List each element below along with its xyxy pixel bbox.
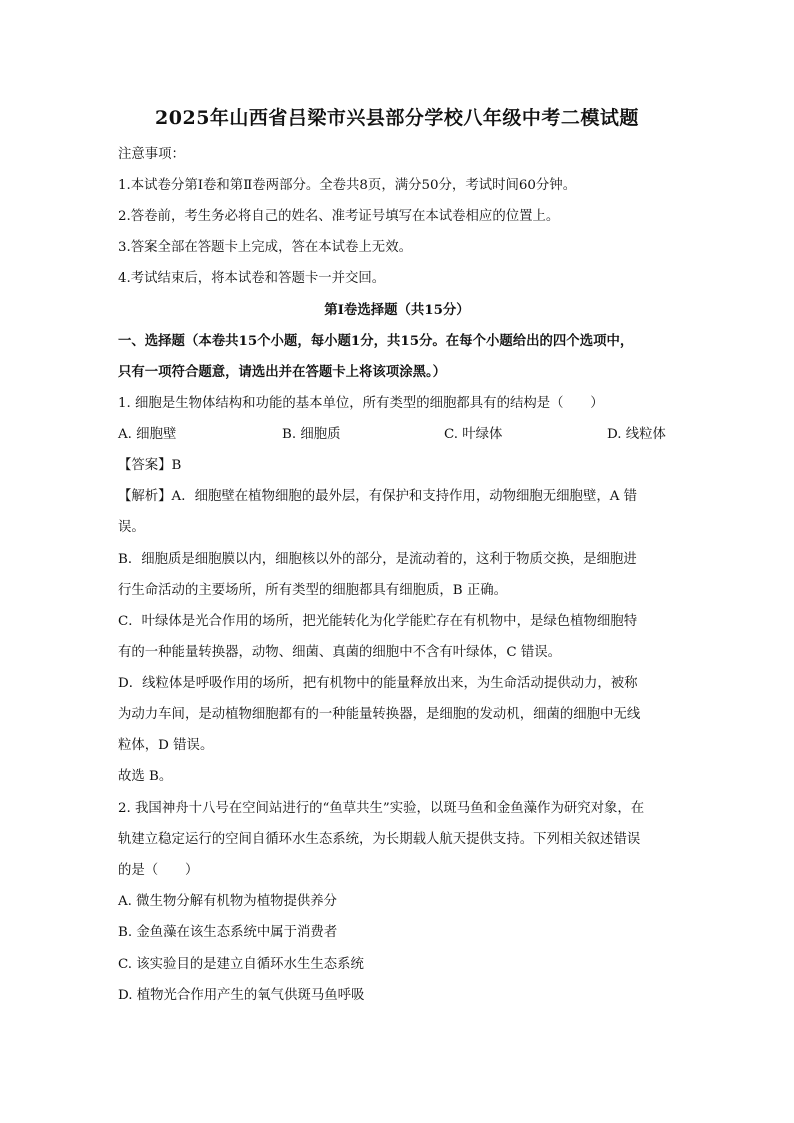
section-title: 第Ⅰ卷选择题（共15分） xyxy=(324,302,470,318)
question-2-option-c: C. 该实验目的是建立自循环水生生态系统 xyxy=(118,957,364,972)
question-2-option-b: B. 金鱼藻在该生态系统中属于消费者 xyxy=(118,925,338,940)
question-2-option-d: D. 植物光合作用产生的氧气供斑马鱼呼吸 xyxy=(118,988,365,1003)
question-1-analysis-line: 【解析】A．细胞壁在植物细胞的最外层，有保护和支持作用，动物细胞无细胞壁，A 错 xyxy=(118,489,638,504)
question-1-analysis-line: B．细胞质是细胞膜以内，细胞核以外的部分，是流动着的，这利于物质交换，是细胞进 xyxy=(118,552,637,567)
question-1-analysis-line: D．线粒体是呼吸作用的场所，把有机物中的能量释放出来，为生命活动提供动力，被称 xyxy=(118,676,638,691)
notice-item: 2.答卷前，考生务必将自己的姓名、准考证号填写在本试卷相应的位置上。 xyxy=(118,209,560,224)
notice-item: 3.答案全部在答题卡上完成，答在本试卷上无效。 xyxy=(118,240,412,255)
question-1-option-b: B. 细胞质 xyxy=(282,427,341,442)
question-1-analysis-line: 行生命活动的主要场所，所有类型的细胞都具有细胞质，B 正确。 xyxy=(118,583,508,598)
question-1-option-d: D. 线粒体 xyxy=(607,427,666,442)
question-2-stem: 轨建立稳定运行的空间自循环水生态系统，为长期载人航天提供支持。下列相关叙述错误 xyxy=(118,832,641,847)
question-1-option-c: C. 叶绿体 xyxy=(444,427,503,442)
question-1-analysis-line: 粒体，D 错误。 xyxy=(118,738,214,753)
question-2-stem: 2. 我国神舟十八号在空间站进行的“鱼草共生”实验，以斑马鱼和金鱼藻作为研究对象，在 xyxy=(118,801,645,816)
question-1-answer: 【答案】B xyxy=(118,458,182,473)
question-2-option-a: A. 微生物分解有机物为植物提供养分 xyxy=(118,894,338,909)
question-1-analysis-line: 误。 xyxy=(118,520,145,535)
question-1-analysis-line: 为动力车间，是动植物细胞都有的一种能量转换器，是细胞的发动机，细菌的细胞中无线 xyxy=(118,707,641,722)
page-title: 2025年山西省吕梁市兴县部分学校八年级中考二模试题 xyxy=(155,107,639,129)
notice-item: 1.本试卷分第Ⅰ卷和第Ⅱ卷两部分。全卷共8页，满分50分，考试时间60分钟。 xyxy=(118,178,577,193)
question-1-stem: 1. 细胞是生物体结构和功能的基本单位，所有类型的细胞都具有的结构是（ ） xyxy=(118,396,604,411)
question-2-stem: 的是（ ） xyxy=(118,863,199,878)
notice-item: 4.考试结束后，将本试卷和答题卡一并交回。 xyxy=(118,271,386,286)
question-1-analysis-line: C．叶绿体是光合作用的场所，把光能转化为化学能贮存在有机物中，是绿色植物细胞特 xyxy=(118,614,638,629)
part-one-instructions: 一、选择题（本卷共15个小题，每小题1分，共15分。在每个小题给出的四个选项中， xyxy=(118,333,634,349)
question-1-option-a: A. 细胞壁 xyxy=(118,427,177,442)
question-1-conclusion: 故选 B。 xyxy=(118,769,173,784)
question-1-analysis-line: 有的一种能量转换器，动物、细菌、真菌的细胞中不含有叶绿体，C 错误。 xyxy=(118,645,561,660)
part-one-instructions: 只有一项符合题意，请选出并在答题卡上将该项涂黑。） xyxy=(118,364,447,380)
notice-heading: 注意事项： xyxy=(118,147,185,162)
